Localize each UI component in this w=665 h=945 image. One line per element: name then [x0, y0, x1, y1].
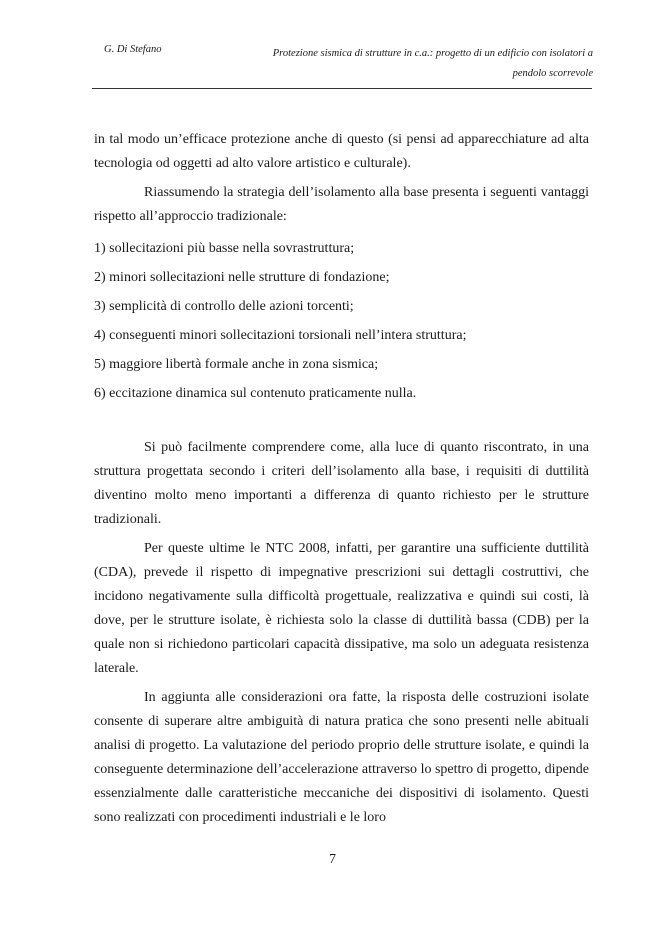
- page-number: 7: [329, 852, 336, 867]
- list-item: 1) sollecitazioni più basse nella sovrastruttura;: [94, 241, 355, 256]
- paragraph-4: Per queste ultime le NTC 2008, infatti, per garantire una sufficiente duttilità (CDA), prevede il rispetto di impegnative prescrizioni sui dettagli costruttivi, che incidono negativamente sulla difficoltà progettuale, realizzativa e quindi sui costi, là dove, per le strutture isolate, è richiesta solo la classe di duttilità bassa (CDB) per la quale non si richiedono particolari capacità dissipative, ma solo un adeguata resistenza laterale.: [94, 541, 589, 676]
- list-item: 3) semplicità di controllo delle azioni torcenti;: [94, 299, 354, 314]
- advantages-list: [94, 234, 589, 408]
- paragraph-5: In aggiunta alle considerazioni ora fatte, la risposta delle costruzioni isolate consente di superare altre ambiguità di natura pratica che sono presenti nelle abituali analisi di progetto. La valutazione del periodo proprio delle strutture isolate, e quindi la conseguente determinazione dell’accelerazione attraverso lo spettro di progetto, dipende essenzialmente dalle caratteristiche meccaniche dei dispositivi di isolamento. Questi sono realizzati con procedimenti industriali e le loro: [94, 690, 589, 825]
- header-author: G. Di Stefano: [104, 44, 162, 55]
- list-item: 2) minori sollecitazioni nelle strutture di fondazione;: [94, 270, 390, 285]
- body-text: [94, 128, 589, 830]
- paragraph-2: Riassumendo la strategia dell’isolamento alla base presenta i seguenti vantaggi rispetto all’approccio tradizionale:: [94, 185, 589, 224]
- paragraph-1: in tal modo un’efficace protezione anche di questo (si pensi ad apparecchiature ad alta tecnologia od oggetti ad alto valore artistico e culturale).: [94, 132, 589, 171]
- paragraph-3: Si può facilmente comprendere come, alla luce di quanto riscontrato, in una struttura progettata secondo i criteri dell’isolamento alla base, i requisiti di duttilità diventino molto meno importanti a differenza di quanto richiesto per le strutture tradizionali.: [94, 440, 589, 527]
- header-title: Protezione sismica di strutture in c.a.: progetto di un edificio con isolatori a pendolo scorrevole: [272, 48, 593, 79]
- list-item: 6) eccitazione dinamica sul contenuto praticamente nulla.: [94, 386, 417, 401]
- header-divider: [92, 88, 592, 89]
- list-item: 4) conseguenti minori sollecitazioni torsionali nell’intera struttura;: [94, 328, 467, 343]
- list-item: 5) maggiore libertà formale anche in zona sismica;: [94, 357, 379, 372]
